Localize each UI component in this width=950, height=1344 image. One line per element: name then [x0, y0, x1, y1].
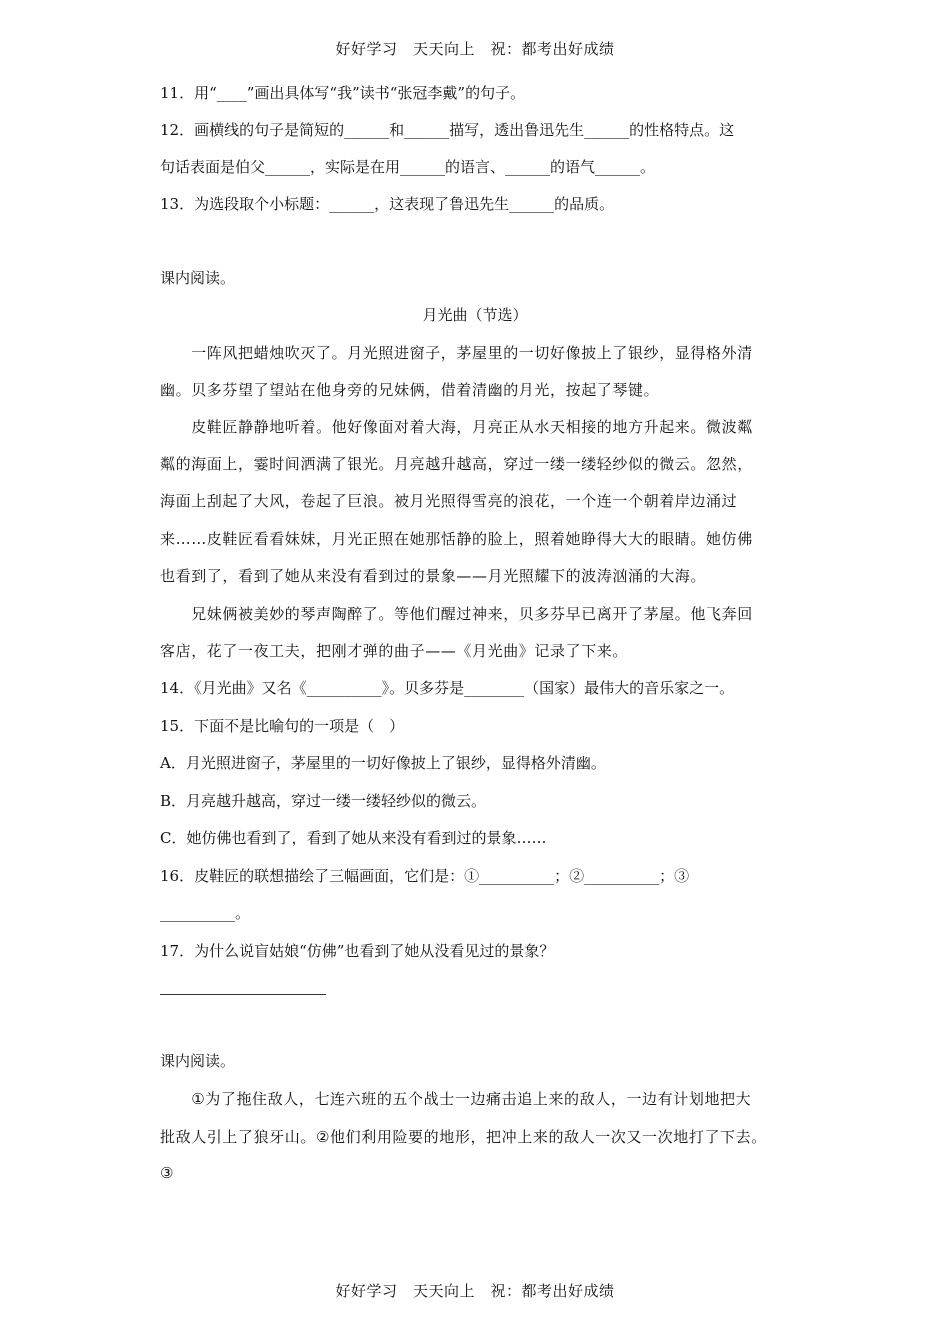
- answer-line: [160, 994, 326, 995]
- page-footer: 好好学习 天天向上 祝：都考出好成绩: [335, 1282, 615, 1300]
- section-heading: 课内阅读。: [160, 1052, 236, 1070]
- option-b: B．月亮越升越高，穿过一缕一缕轻纱似的微云。: [160, 792, 487, 810]
- option-a: A．月光照进窗子，茅屋里的一切好像披上了银纱，显得格外清幽。: [160, 754, 606, 772]
- question-12-line2: 句话表面是伯父______，实际是在用______的语言、______的语气______。: [160, 158, 656, 176]
- passage-line: 海面上刮起了大风，卷起了巨浪。被月光照得雪亮的浪花，一个连一个朝着岸边涌过: [160, 492, 738, 510]
- passage-line: 一阵风把蜡烛吹灭了。月光照进窗子，茅屋里的一切好像披上了银纱，显得格外清: [160, 344, 753, 362]
- passage-line: 客店，花了一夜工夫，把刚才弹的曲子——《月光曲》记录了下来。: [160, 642, 629, 660]
- passage-line: 来……皮鞋匠看看妹妹，月光正照在她那恬静的脸上，照着她睁得大大的眼睛。她仿佛: [160, 530, 753, 548]
- question-12-line1: 12．画横线的句子是简短的______和______描写，透出鲁迅先生______的性格特点。这: [160, 121, 735, 139]
- question-15: 15．下面不是比喻句的一项是（ ）: [160, 717, 405, 735]
- passage-line: 粼的海面上，霎时间洒满了银光。月亮越升越高，穿过一缕一缕轻纱似的微云。忽然，: [160, 455, 753, 473]
- passage-line: 也看到了，看到了她从来没有看到过的景象——月光照耀下的波涛汹涌的大海。: [160, 567, 707, 585]
- passage-line: 幽。贝多芬望了望站在他身旁的兄妹俩，借着清幽的月光，按起了琴键。: [160, 381, 660, 399]
- passage-title: 月光曲（节选）: [422, 306, 528, 324]
- passage-line: 批敌人引上了狼牙山。②他们利用险要的地形，把冲上来的敌人一次又一次地打了下去。: [160, 1128, 767, 1146]
- passage-line: 兄妹俩被美妙的琴声陶醉了。等他们醒过神来，贝多芬早已离开了茅屋。他飞奔回: [160, 605, 753, 623]
- question-11: 11．用“____”画出具体写“我”读书“张冠李戴”的句子。: [160, 84, 526, 102]
- question-16-line2: __________。: [160, 904, 251, 922]
- passage-line: 皮鞋匠静静地听着。他好像面对着大海，月亮正从水天相接的地方升起来。微波粼: [160, 418, 753, 436]
- question-13: 13．为选段取个小标题：______，这表现了鲁迅先生______的品质。: [160, 195, 615, 213]
- question-16-line1: 16．皮鞋匠的联想描绘了三幅画面，它们是：①__________；②__________；③: [160, 867, 690, 885]
- section-heading: 课内阅读。: [160, 269, 236, 287]
- page-header: 好好学习 天天向上 祝：都考出好成绩: [335, 40, 615, 58]
- option-c: C．她仿佛也看到了，看到了她从来没有看到过的景象……: [160, 829, 547, 847]
- passage-line: ①为了拖住敌人，七连六班的五个战士一边痛击追上来的敌人，一边有计划地把大: [160, 1090, 752, 1108]
- question-14: 14．《月光曲》又名《__________》。贝多芬是________（国家）最伟大的音乐家之一。: [160, 679, 735, 697]
- passage-line: ③: [160, 1164, 175, 1182]
- question-17: 17．为什么说盲姑娘“仿佛”也看到了她从没看见过的景象？: [160, 942, 555, 960]
